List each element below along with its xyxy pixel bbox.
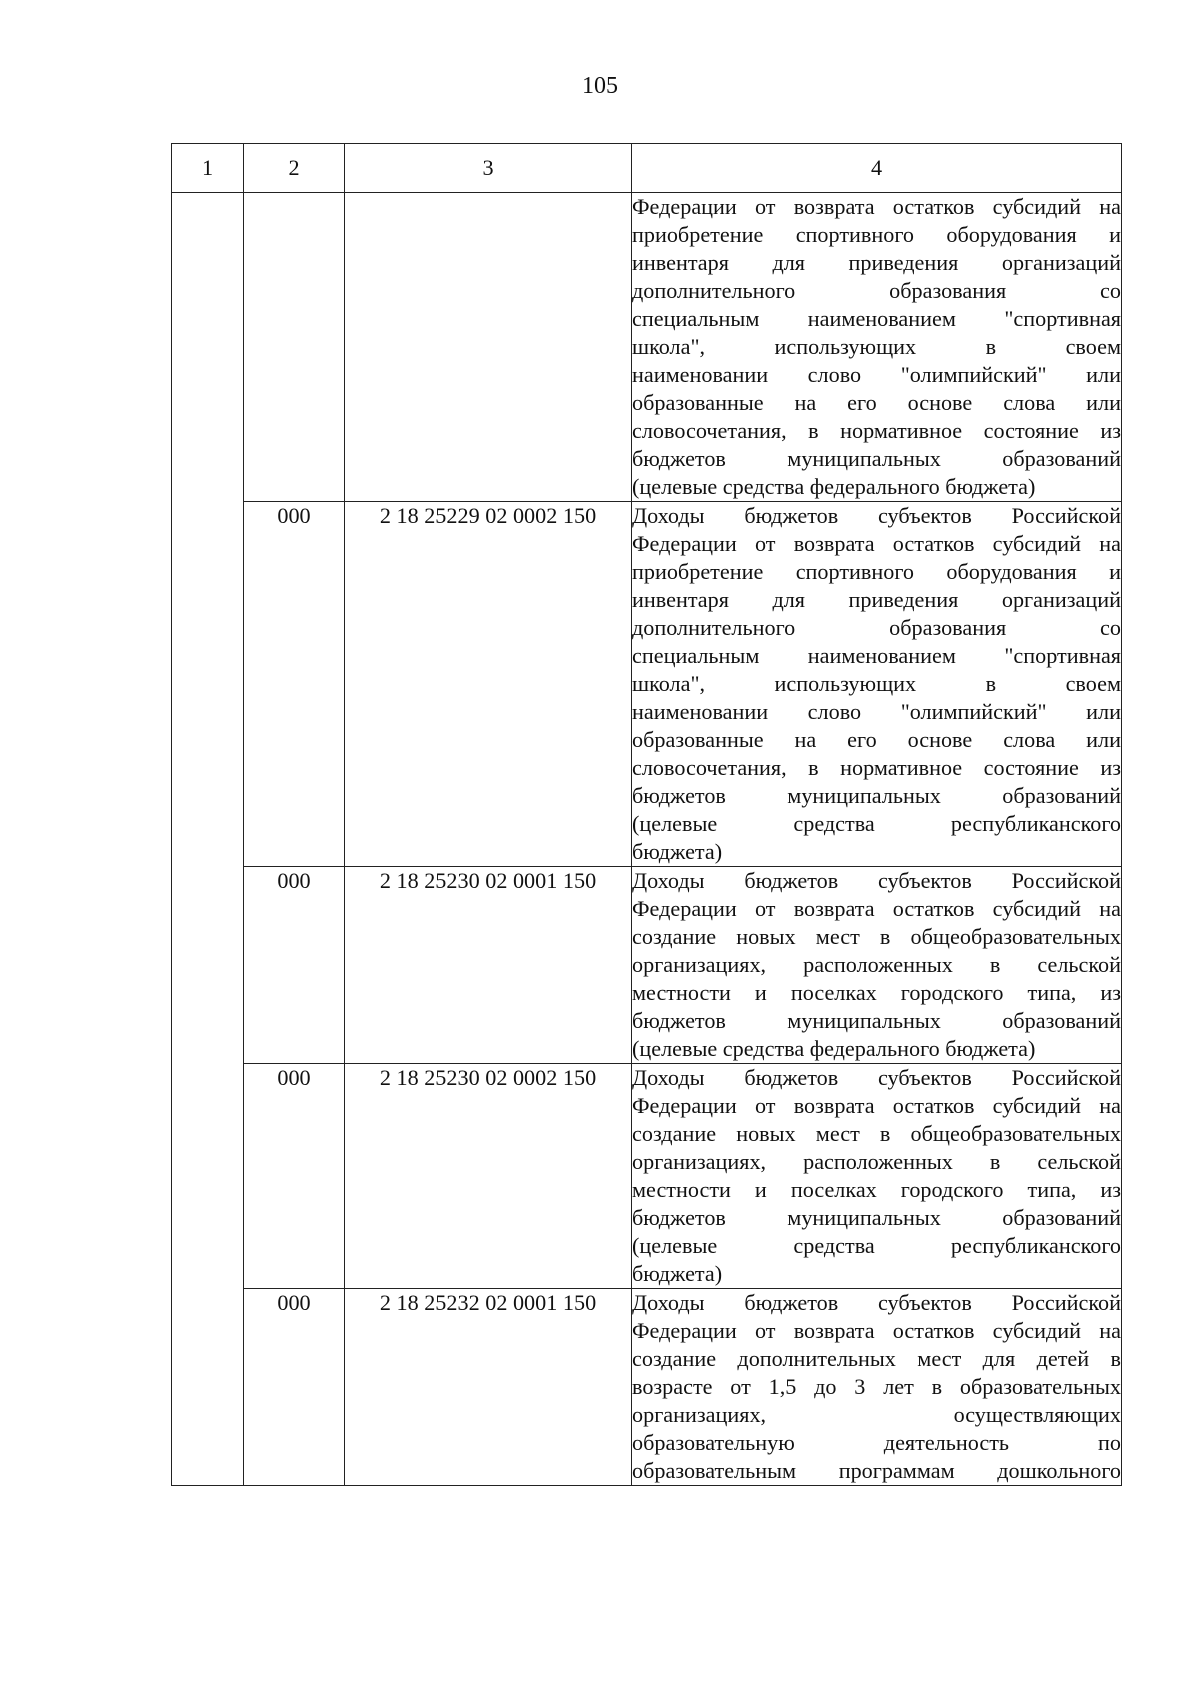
- description-line: Федерации от возврата остатков субсидий на: [632, 1318, 1121, 1343]
- table-row: [172, 193, 1122, 502]
- description-cell: [632, 1064, 1122, 1289]
- description-cell: [632, 1289, 1122, 1486]
- description-cell: [632, 502, 1122, 867]
- budget-classification-table: [171, 143, 1122, 1486]
- description-line: бюджетов муниципальных образований: [632, 783, 1121, 808]
- description-line: (целевые средства республиканского: [632, 1233, 1121, 1258]
- description-line: организациях, осуществляющих: [632, 1402, 1121, 1427]
- table-header-row: [172, 144, 1122, 193]
- header-col-3: 3: [345, 144, 632, 193]
- description-line: Федерации от возврата остатков субсидий на: [632, 194, 1121, 219]
- description-cell: [632, 193, 1122, 502]
- admin-code-cell: 000: [244, 502, 345, 867]
- header-col-2: 2: [244, 144, 345, 193]
- description-line: местности и поселках городского типа, из: [632, 980, 1121, 1005]
- description-line: образованные на его основе слова или: [632, 727, 1121, 752]
- description-line: наименовании слово "олимпийский" или: [632, 699, 1121, 724]
- merged-col-1-cell: [172, 193, 244, 1486]
- table-row: [172, 1289, 1122, 1486]
- description-line: Доходы бюджетов субъектов Российской: [632, 1290, 1121, 1315]
- description-line: специальным наименованием "спортивная: [632, 306, 1121, 331]
- description-line: приобретение спортивного оборудования и: [632, 559, 1121, 584]
- admin-code-cell: [244, 193, 345, 502]
- description-line: возрасте от 1,5 до 3 лет в образовательных: [632, 1374, 1121, 1399]
- header-col-1: 1: [172, 144, 244, 193]
- description-line: приобретение спортивного оборудования и: [632, 222, 1121, 247]
- table-row: [172, 502, 1122, 867]
- description-line: (целевые средства республиканского: [632, 811, 1121, 836]
- description-line: бюджетов муниципальных образований: [632, 1008, 1121, 1033]
- description-line: Доходы бюджетов субъектов Российской: [632, 503, 1121, 528]
- description-line: словосочетания, в нормативное состояние из: [632, 755, 1121, 780]
- revenue-code-cell: 2 18 25230 02 0001 150: [345, 867, 632, 1064]
- description-line: образованные на его основе слова или: [632, 390, 1121, 415]
- description-line: Доходы бюджетов субъектов Российской: [632, 1065, 1121, 1090]
- revenue-code-cell: 2 18 25229 02 0002 150: [345, 502, 632, 867]
- description-line: создание новых мест в общеобразовательных: [632, 1121, 1121, 1146]
- description-line: Федерации от возврата остатков субсидий на: [632, 1093, 1121, 1118]
- page-number: 105: [582, 73, 618, 99]
- description-line: организациях, расположенных в сельской: [632, 1149, 1121, 1174]
- description-line: местности и поселках городского типа, из: [632, 1177, 1121, 1202]
- description-line: дополнительного образования со: [632, 615, 1121, 640]
- description-line: бюджетов муниципальных образований: [632, 1205, 1121, 1230]
- description-line: создание дополнительных мест для детей в: [632, 1346, 1121, 1371]
- description-line: бюджета): [632, 839, 723, 864]
- header-col-4: 4: [632, 144, 1122, 193]
- description-line: Федерации от возврата остатков субсидий на: [632, 531, 1121, 556]
- description-line: образовательным программам дошкольного: [632, 1458, 1121, 1483]
- table-row: [172, 1064, 1122, 1289]
- description-line: школа", использующих в своем: [632, 671, 1121, 696]
- description-line: дополнительного образования со: [632, 278, 1121, 303]
- description-line: образовательную деятельность по: [632, 1430, 1121, 1455]
- description-line: Федерации от возврата остатков субсидий на: [632, 896, 1121, 921]
- description-line: (целевые средства федерального бюджета): [632, 474, 1036, 499]
- description-line: словосочетания, в нормативное состояние из: [632, 418, 1121, 443]
- description-line: организациях, расположенных в сельской: [632, 952, 1121, 977]
- description-line: бюджетов муниципальных образований: [632, 446, 1121, 471]
- revenue-code-cell: 2 18 25230 02 0002 150: [345, 1064, 632, 1289]
- description-line: бюджета): [632, 1261, 723, 1286]
- description-line: наименовании слово "олимпийский" или: [632, 362, 1121, 387]
- description-line: школа", использующих в своем: [632, 334, 1121, 359]
- description-line: (целевые средства федерального бюджета): [632, 1036, 1036, 1061]
- revenue-code-cell: [345, 193, 632, 502]
- admin-code-cell: 000: [244, 1064, 345, 1289]
- description-line: создание новых мест в общеобразовательных: [632, 924, 1121, 949]
- description-cell: [632, 867, 1122, 1064]
- admin-code-cell: 000: [244, 867, 345, 1064]
- description-line: инвентаря для приведения организаций: [632, 250, 1121, 275]
- table-row: [172, 867, 1122, 1064]
- description-line: Доходы бюджетов субъектов Российской: [632, 868, 1121, 893]
- description-line: инвентаря для приведения организаций: [632, 587, 1121, 612]
- admin-code-cell: 000: [244, 1289, 345, 1486]
- table-body: [172, 193, 1122, 1486]
- revenue-code-cell: 2 18 25232 02 0001 150: [345, 1289, 632, 1486]
- description-line: специальным наименованием "спортивная: [632, 643, 1121, 668]
